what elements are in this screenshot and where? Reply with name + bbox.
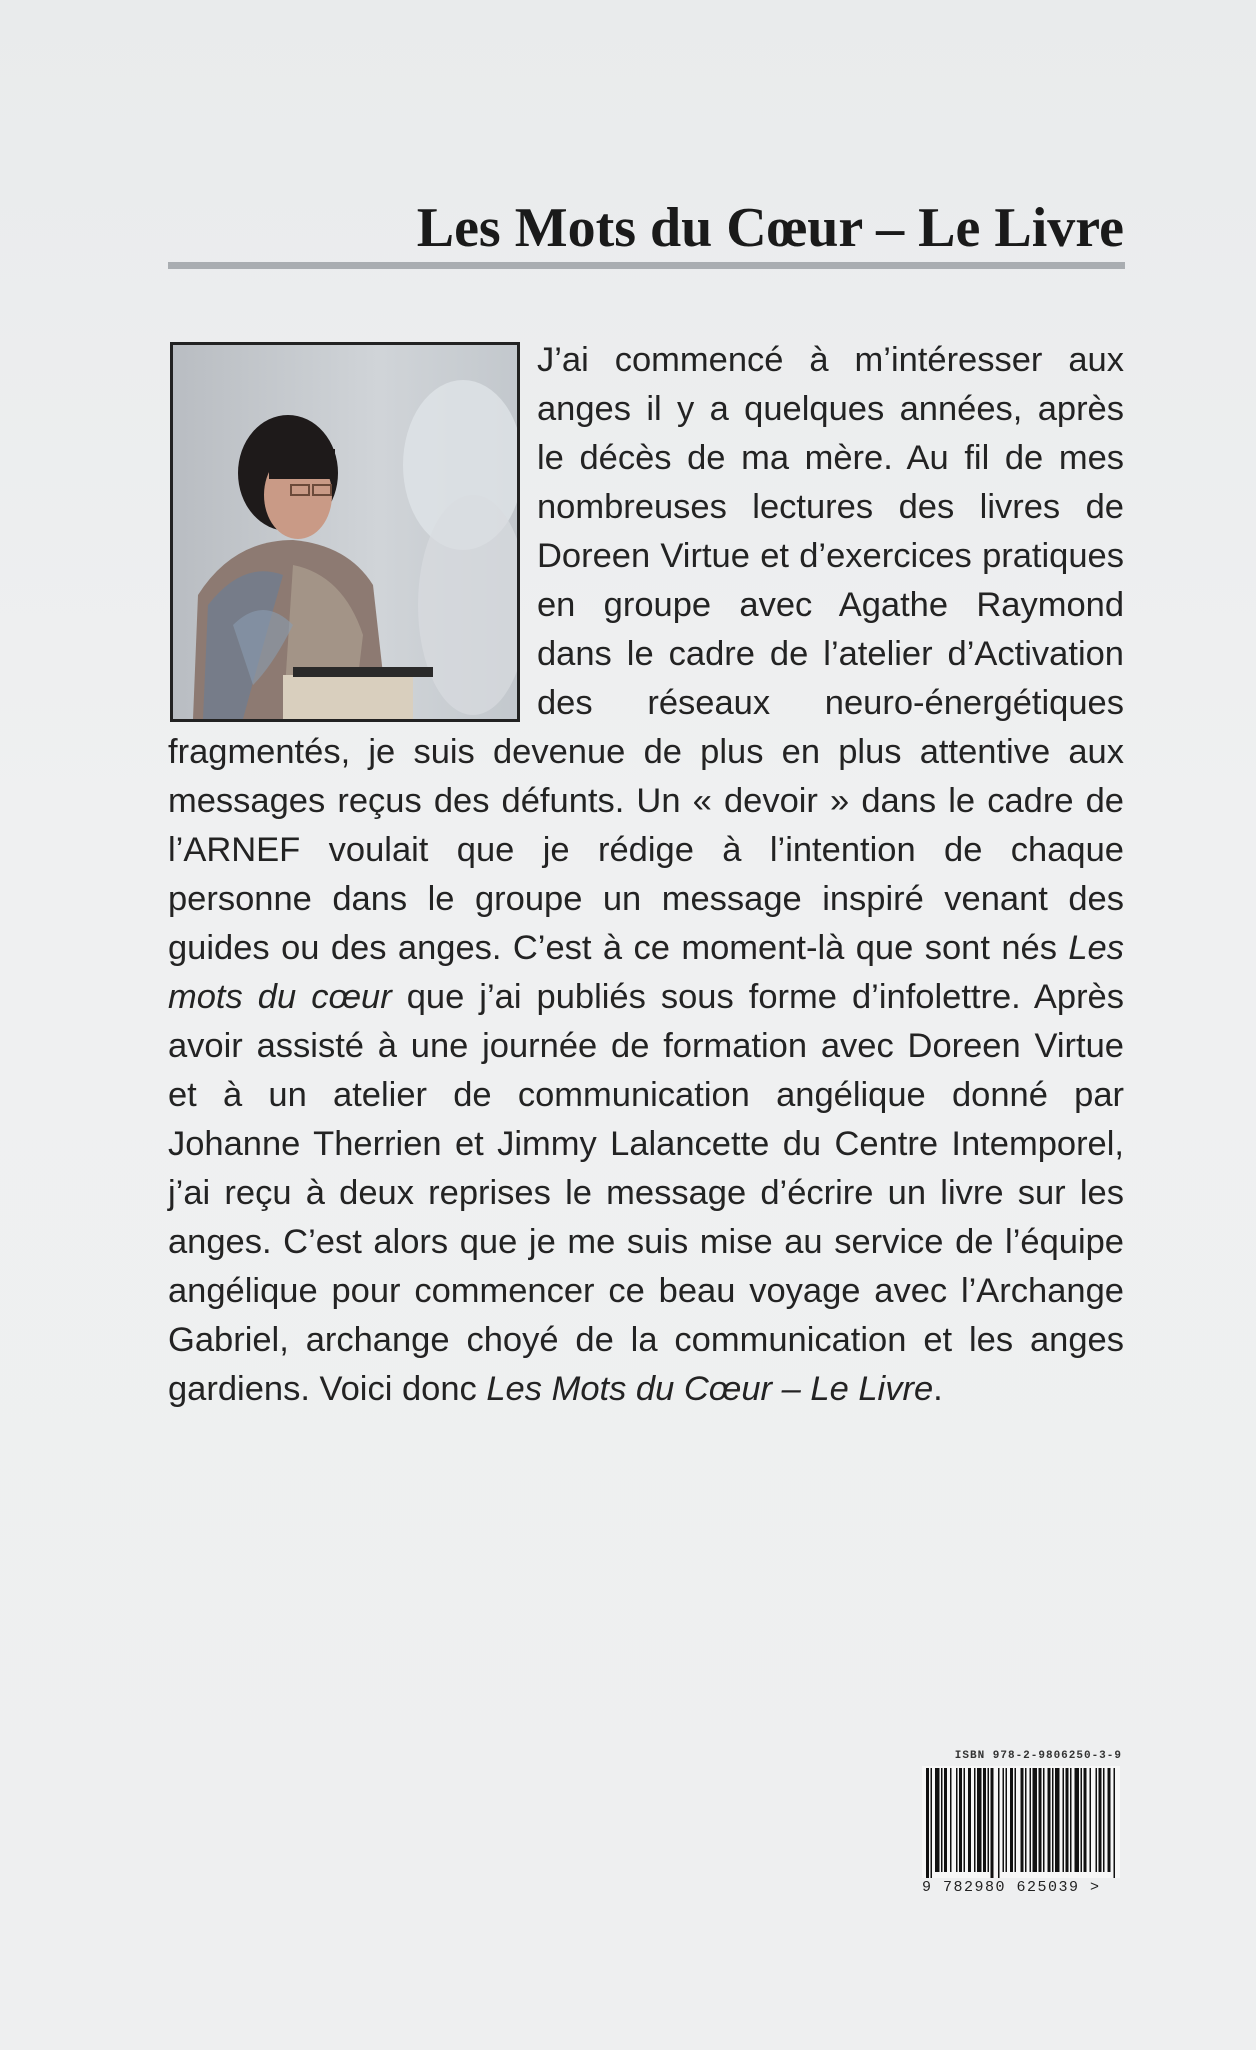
blurb-text-2: que j’ai publiés sous forme d’infolettre. Après avoir assisté à une journée de formation avec Doreen Virtue et à un atelier de communication angélique donné par Johanne Therrien et Jimmy Lalancette du Centre Intemporel, j’ai reçu à deux reprises le message d’écrire un livre sur les anges. C’est alors que je me suis mise au service de l’équipe angélique pour commencer ce beau voyage avec l’Archange Gabriel, archange choyé de la communication et les anges gardiens. Voici donc [168,978,1124,1408]
barcode-bar [1063,1768,1065,1872]
blurb-italic-title-1: Les mots du cœur [168,929,1124,1016]
barcode-bar [1108,1768,1111,1872]
barcode-bar [1081,1768,1083,1872]
barcode-bar [956,1768,958,1872]
isbn-label: ISBN 978-2-9806250-3-9 [954,1750,1122,1762]
barcode-bar [1006,1768,1008,1872]
barcode-bar [964,1768,966,1872]
blurb-text-1: J’ai commencé à m’intéresser aux anges il y a quelques années, après le décès de ma mère. Au fil de mes nombreuses lectures des livres de Doreen Virtue et d’exercices pratiques en groupe avec Agathe Raymond dans le cadre de l’atelier d’Activation des réseaux neuro-énergétiques fragmentés, je suis devenue de plus en plus attentive aux messages reçus des défunts. Un « devoir » dans le cadre de l’ARNEF voulait que je rédige à l’intention de chaque personne dans le groupe un message inspiré venant des guides ou des anges. C’est à ce moment-là que sont nés [168,341,1124,967]
barcode-bar [1099,1768,1102,1872]
back-cover-blurb [168,336,1124,1414]
barcode-bar [991,1768,994,1878]
barcode-bar [1043,1768,1045,1872]
title-underline [168,262,1125,269]
barcode-bar [974,1768,976,1872]
barcode-bar [1066,1768,1069,1872]
barcode-bar [968,1768,971,1872]
barcode-bar [931,1768,933,1878]
barcode-bar [1025,1768,1027,1872]
ean-digits: 9 782980 625039 > [922,1879,1101,1896]
photo-wrap-spacer [168,336,537,727]
barcode-bar [1070,1768,1072,1872]
barcode-bar [1039,1768,1042,1872]
barcode-bar [1096,1768,1098,1872]
barcode-bar [959,1768,962,1872]
barcode-bar [1048,1768,1051,1872]
barcode-bar [1003,1768,1005,1872]
barcode-bar [1103,1768,1105,1872]
barcode-bar [1084,1768,1087,1872]
barcode-bar [977,1768,982,1872]
barcode-bar [1090,1768,1092,1872]
barcode-bar [944,1768,947,1872]
barcode-bar [1114,1768,1116,1878]
barcode-bar [935,1768,940,1872]
barcode-bar [983,1768,986,1872]
barcode-bar [988,1768,990,1872]
barcode-bar [1021,1768,1024,1872]
barcode-bar [950,1768,952,1872]
barcode-bar [1075,1768,1080,1872]
barcode-bar [1033,1768,1038,1872]
book-title: Les Mots du Cœur – Le Livre [416,197,1124,259]
barcode-bar [1055,1768,1060,1872]
blurb-text-3: . [933,1370,943,1408]
barcode-bar [1052,1768,1054,1872]
barcode-bar [998,1768,1000,1878]
barcode-bar [1030,1768,1032,1872]
barcode-bar [926,1768,929,1878]
barcode-bars [922,1766,1120,1878]
barcode-bar [1015,1768,1017,1872]
barcode-bar [1010,1768,1013,1872]
isbn-barcode [922,1750,1122,1905]
blurb-italic-title-2: Les Mots du Cœur – Le Livre [486,1370,934,1408]
barcode-bar [941,1768,943,1872]
